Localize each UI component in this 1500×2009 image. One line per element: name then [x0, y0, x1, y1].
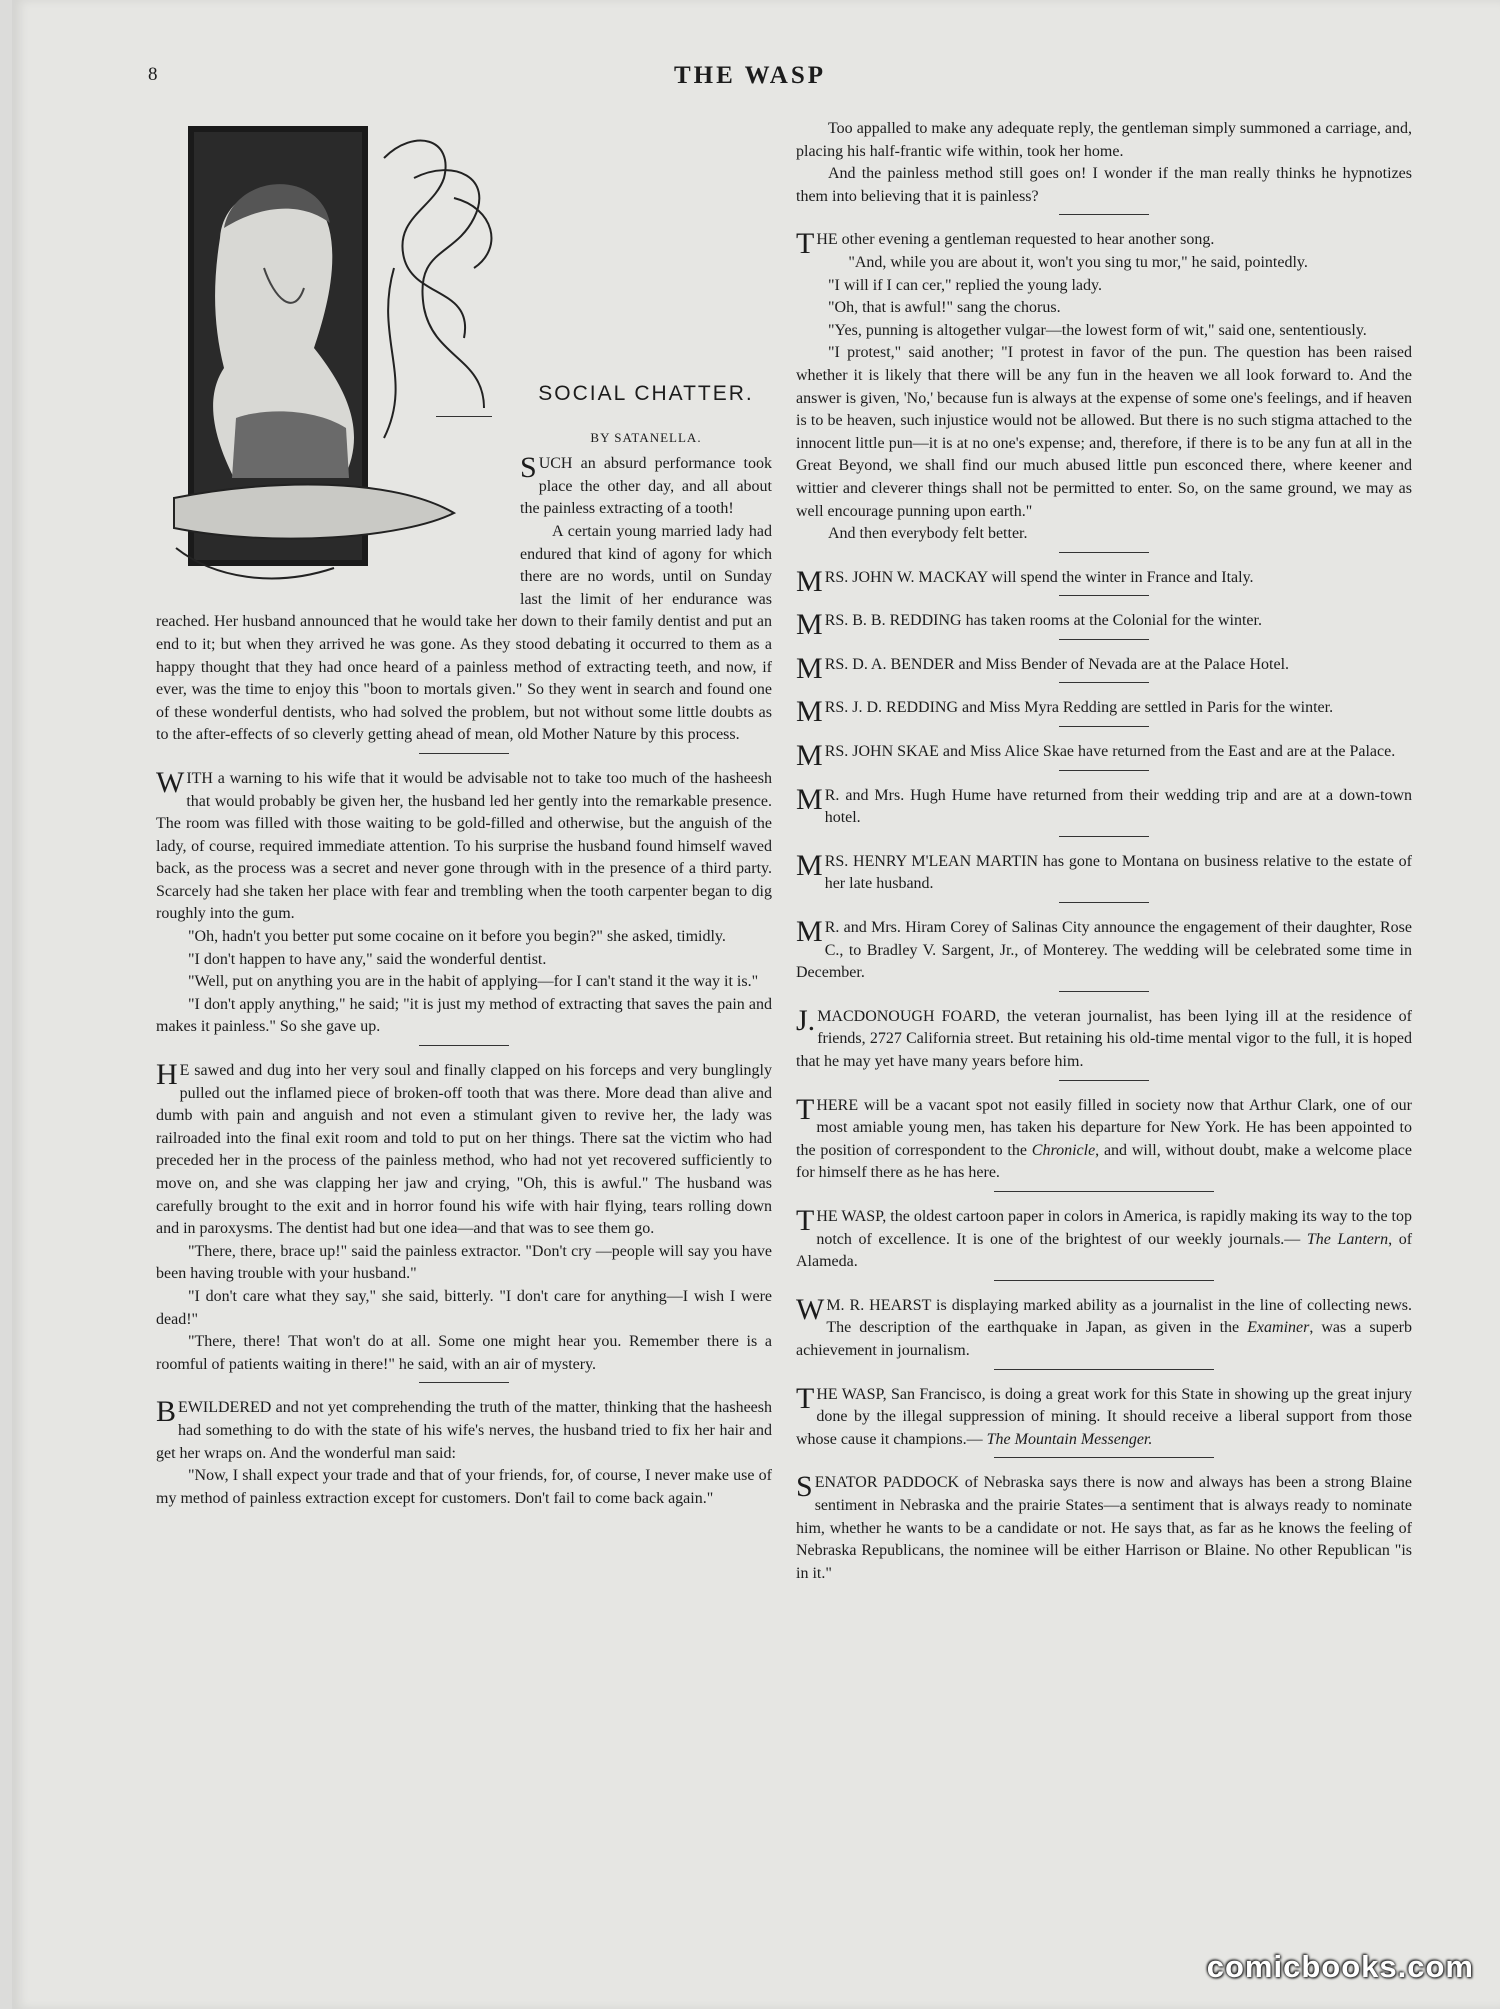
article-title: SOCIAL CHATTER.: [538, 382, 754, 405]
wasp-lantern-note: HE WASP, the oldest cartoon paper in colors in America, is rapidly making its way to the top notch of excellence. It is one of the brightest of our weekly journals.— The Lantern, of Alameda.: [796, 1207, 1413, 1271]
society-note: RS. JOHN W. MACKAY will spend the winter in France and Italy.: [824, 568, 1254, 586]
pun-paragraph: HE other evening a gentleman requested to hear another song.: [816, 231, 1215, 249]
society-note: RS. HENRY M'LEAN MARTIN has gone to Montana on business relative to the estate of her late husband.: [824, 852, 1412, 893]
paragraph: And the painless method still goes on! I wonder if the man really thinks he hypnotizes them into believing that it is painless?: [796, 165, 1412, 205]
page-number: 8: [148, 64, 158, 85]
dialogue-line: "I protest," said another; "I protest in favor of the pun. The question has been raised whether it is likely that there will be any fun in the heaven we all look forward to. And the answer is given, 'No,' because fun is always at the expense of some one's feelings, and if heaven is to be heaven, such injustice would not be allowed. But there is no such stigma attached to the innocent little pun—it is at no one's expense; and, therefore, if there is to be any fun at all in the Great Beyond, we shall find our much abused little pun esconced there, where keener and wittier and cleverer things shall not be permitted to enter. So, on the same ground, we may as well encourage punning upon earth.": [796, 344, 1412, 520]
section-paragraph: E sawed and dug into her very soul and finally clapped on his forceps and very bunglingly pulled out the inflamed piece of broken-off tooth that was there. More dead than alive and dumb with pain and anguish and not even a stimulant given to revive her, the lady was railroaded into the final exit room and told to put on her things. There sat the victim who had preceded her in the process of the painless method, who had not yet recovered sufficiently to move on, and she was clapping her jaw and crying, "Oh, this is awful." The husband was carefully brought to the exit and in horror found his wife with hair flying, tears rolling down and in paroxysms. The dentist had but one idea—and that was to see them go.: [156, 1062, 772, 1238]
dialogue-line: "There, there! That won't do at all. Some one might hear you. Remember there is a roomful of patients waiting in there!" he said, with an air of mystery.: [156, 1333, 772, 1373]
dialogue-line: "I don't apply anything," he said; "it is just my method of extracting that saves the pain and makes it painless." So she gave up.: [156, 995, 772, 1036]
section-paragraph: EWILDERED and not yet comprehending the truth of the matter, thinking that the hasheesh had something to do with the state of his wife's nerves, the husband tried to fix her hair and get her wraps on. And the wonderful man said:: [156, 1399, 772, 1462]
wasp-mining-note: HE WASP, San Francisco, is doing a great work for this State in showing up the great injury done by the illegal suppression of mining. It should receive a liberal support from those whose cause it champions.— The Mountain Messenger.: [796, 1385, 1412, 1448]
dialogue-line: And then everybody felt better.: [828, 525, 1028, 543]
dialogue-line: "There, there, brace up!" said the painless extractor. "Don't cry —people will say you have been having trouble with your husband.": [156, 1242, 772, 1283]
dialogue-line: "Oh, hadn't you better put some cocaine on it before you begin?" she asked, timidly.: [188, 928, 726, 946]
society-note: R. and Mrs. Hugh Hume have returned from their wedding trip and are at a down-town hotel.: [824, 786, 1412, 827]
society-note: RS. J. D. REDDING and Miss Myra Redding are settled in Paris for the winter.: [824, 699, 1334, 717]
watermark: comicbooks.com: [1206, 1949, 1474, 1984]
society-note: RS. B. B. REDDING has taken rooms at the Colonial for the winter.: [824, 612, 1262, 630]
hearst-note: M. R. HEARST is displaying marked ability as a journalist in the line of collecting news. The description of the earthquake in Japan, as given in the Examiner, was a superb achievement in journalism.: [796, 1296, 1413, 1359]
woman-portrait-icon: [154, 118, 510, 605]
paragraph: Too appalled to make any adequate reply, the gentleman simply summoned a carriage, and, placing his half-frantic wife within, took her home.: [796, 120, 1412, 160]
intro-paragraph: UCH an absurd performance took place the other day, and all about the painless extracting of a tooth!: [520, 455, 772, 518]
foard-note: MACDONOUGH FOARD, the veteran journalist, has been lying ill at the residence of friends, 2727 California street. But retaining his old-time mental vigor to the full, it is hoped that he may yet have many years before him.: [796, 1007, 1412, 1070]
dialogue-line: "Now, I shall expect your trade and that of your friends, for, of course, I never make use of my method of painless extraction except for customers. Don't fail to come back again.": [156, 1467, 772, 1507]
dialogue-line: "Oh, that is awful!" sang the chorus.: [828, 299, 1061, 317]
society-note: RS. JOHN SKAE and Miss Alice Skae have returned from the East and are at the Palace.: [824, 743, 1396, 761]
clark-note: HERE will be a vacant spot not easily filled in society now that Arthur Clark, one of our most amiable young men, has taken his departure for New York. He has been appointed to the position of correspondent to the Chronicle, and will, without doubt, make a welcome place for himself there as he has here.: [796, 1096, 1413, 1182]
dialogue-line: "Yes, punning is altogether vulgar—the lowest form of wit," said one, sententiously.: [828, 321, 1367, 339]
dialogue-line: "And, while you are about it, won't you sing tu mor," he said, pointedly.: [848, 253, 1308, 271]
dialogue-line: "I will if I can cer," replied the young lady.: [828, 276, 1102, 294]
byline: BY SATANELLA.: [590, 429, 702, 445]
intro-paragraph: A certain young married lady had endured that kind of agony for which there are no words, until on Sunday last the limit of her endurance was reached. Her husband announced that he would take her down to their family dentist and put an end to it; but when they arrived he was gone. As they stood debating it occurred to them as a happy thought that they had once heard of a painless method of extracting teeth, and now, if ever, was the time to enjoy this "boon to mortals given." So they went in search and found one of these wonderful dentists, who had solved the problem, but not without some little doubts as to the after-effects of so cleverly getting ahead of mean, old Mother Nature by this process.: [156, 522, 772, 744]
right-column: Too appalled to make any adequate reply, the gentleman simply summoned a carriage, and, placing his half-frantic wife within, took her home. And the painless method still goes on! I wonder if the man really thinks he hypnotizes them into believing that it is painless? THE other evening a gentleman requested to hear another song. "And, while you are about it, won't you sing tu mor," he said, pointedly. "I will if I can cer," replied the young lady. "Oh, that is awful!" sang the chorus. "Yes, punning is altogether vulgar—the lowest form of wit," said one, sententiously. "I protest," said another; "I protest in favor of the pun. The question has been raised whether it is likely that there will be any fun in the heaven we all look forward to. And the answer is given, 'No,' because fun is always at the expense of some one's feelings, and if heaven is to be heaven, such injustice would not be allowed. But there is no such stigma attached to the innocent little pun—it is at no one's expense; and, therefore, if there is to be any fun at all in the Great Beyond, we shall find our much abused little pun esconced there, where keener and wittier and cleverer things shall not be permitted to enter. So, on the same ground, we may as well encourage punning upon earth." And then everybody felt better. MRS. JOHN W. MACKAY will spend the winter in France and Italy. MRS. B. B. REDDING has taken rooms at the Colonial for the winter. MRS. D. A. BENDER and Miss Bender of Nevada are at the Palace Hotel. MRS. J. D. REDDING and Miss Myra Redding are settled in Paris for the winter. MRS. JOHN SKAE and Miss Alice Skae have returned from the East and are at the Palace. M R. and Mrs. Hugh Hume have returned from their wedding trip and are at a down-town hotel. MRS. HENRY M'LEAN MARTIN has gone to Montana on business relative to the estate of her late husband. M R. and Mrs. Hiram Corey of Salinas City announce the engagement of their daughter, Rose C., to Bradley V. Sargent, Jr., of Monterey. The wedding will be celebrated some time in December. J. MACDONOUGH FOARD, the veteran journalist, has been lying ill at the residence of friends, 2727 California street. But retaining his old-time mental vigor to the full, it is hoped that he may yet have many years before him. THERE will be a vacant spot not easily filled in society now that Arthur Clark, one of our most amiable young men, has taken his departure for New York. He has been appointed to the position of correspondent to the Chronicle, and will, without doubt, make a welcome place for himself there as he has here. THE WASP, the oldest cartoon paper in colors in America, is rapidly making its way to the top notch of excellence. It is one of the brightest of our weekly journals.— The Lantern, of Alameda. W M. R. HEARST is displaying marked ability as a journalist in the line of collecting news. The description of the earthquake in Japan, as given in the Examiner, was a superb achievement in journalism. THE WASP, San Francisco, is doing a great work for this State in showing up the great injury done by the illegal suppression of mining. It should receive a liberal support from those whose cause it champions.— The Mountain Messenger. SENATOR PADDOCK of Nebraska says there is now and always has been a strong Blaine sentiment in Nebraska and the prairie States—a sentiment that is always ready to nominate him, whether he wants to be a candidate or not. He says that, as far as he knows the feeling of Nebraska Republicans, the nominee will be either Harrison or Blaine. No other Republican "is in it.": [796, 120, 1413, 1582]
society-note: RS. D. A. BENDER and Miss Bender of Nevada are at the Palace Hotel.: [824, 655, 1290, 673]
left-column: SOCIAL CHATTER. BY SATANELLA. SUCH an absurd performance took place the other day, and all about the painless extracting of a tooth! A certain young married lady had endured that kind of agony for which there are no words, until on Sunday last the limit of her endurance was reached. Her husband announced that he would take her down to their family dentist and put an end to it; but when they arrived he was gone. As they stood debating it occurred to them as a happy thought that they had once heard of a painless method of extracting teeth, and now, if ever, was the time to enjoy this "boon to mortals given." So they went in search and found one of these wonderful dentists, who had solved the problem, but not without some little doubts as to the after-effects of so cleverly getting ahead of mean, old Mother Nature by this process. WITH a warning to his wife that it would be advisable not to take too much of the hasheesh that would probably be given her, the husband led her gently into the remarkable presence. The room was filled with those waiting to be gold-filled and otherwise, but the anguish of the lady, of course, required immediate attention. To his surprise the husband found himself waved back, as the process was a secret and never gone through with in the presence of a third party. Scarcely had she taken her place with fear and trembling when the tooth carpenter began to dig roughly into the gum. "Oh, hadn't you better put some cocaine on it before you begin?" she asked, timidly. "I don't happen to have any," said the wonderful dentist. "Well, put on anything you are in the habit of applying—for I can't stand it the way it is." "I don't apply anything," he said; "it is just my method of extracting that saves the pain and makes it painless." So she gave up. H E sawed and dug into her very soul and finally clapped on his forceps and very bunglingly pulled out the inflamed piece of broken-off tooth that was there. More dead than alive and dumb with pain and anguish and not even a stimulant given to revive her, the lady was railroaded into the final exit room and told to put on her things. There sat the victim who had preceded her in the process of the painless method, who had not yet recovered sufficiently to move on, and she was clapping her jaw and crying, "Oh, this is awful." The husband was carefully brought to the exit and in horror found his wife with hair flying, tears rolling down and in paroxysms. The dentist had but one idea—and that was to see them go. "There, there, brace up!" said the painless extractor. "Don't cry —people will say you have been having trouble with your husband." "I don't care what they say," she said, bitterly. "I don't care for anything—I wish I were dead!" "There, there! That won't do at all. Some one might hear you. Remember there is a roomful of patients waiting in there!" he said, with an air of mystery. BEWILDERED and not yet comprehending the truth of the matter, thinking that the hasheesh had something to do with the state of his wife's nerves, the husband tried to fix her hair and get her wraps on. And the wonderful man said: "Now, I shall expect your trade and that of your friends, for, of course, I never make use of my method of painless extraction except for customers. Don't fail to come back again.": [156, 118, 772, 1510]
section-paragraph: ITH a warning to his wife that it would be advisable not to take too much of the hasheesh that would probably be given her, the husband led her gently into the remarkable presence. The room was filled with those waiting to be gold-filled and otherwise, but the anguish of the lady, of course, required immediate attention. To his surprise the husband found himself waved back, as the process was a secret and never gone through with in the presence of a third party. Scarcely had she taken her place with fear and trembling when the tooth carpenter began to dig roughly into the gum.: [156, 769, 772, 923]
society-note: R. and Mrs. Hiram Corey of Salinas City announce the engagement of their daughter, Rose C., to Bradley V. Sargent, Jr., of Monterey. The wedding will be celebrated some time in December.: [796, 919, 1412, 982]
portrait-illustration: [154, 118, 510, 605]
dialogue-line: "Well, put on anything you are in the habit of applying—for I can't stand it the way it is.": [188, 973, 759, 991]
paddock-note: ENATOR PADDOCK of Nebraska says there is now and always has been a strong Blaine sentiment in Nebraska and the prairie States—a sentiment that is always ready to nominate him, whether he wants to be a candidate or not. He says that, as far as he knows the feeling of Nebraska Republicans, the nominee will be either Harrison or Blaine. No other Republican "is in it.": [796, 1474, 1412, 1582]
dialogue-line: "I don't happen to have any," said the wonderful dentist.: [188, 950, 547, 968]
masthead: THE WASP: [673, 62, 827, 89]
dialogue-line: "I don't care what they say," she said, bitterly. "I don't care for anything—I wish I were dead!": [156, 1287, 772, 1328]
